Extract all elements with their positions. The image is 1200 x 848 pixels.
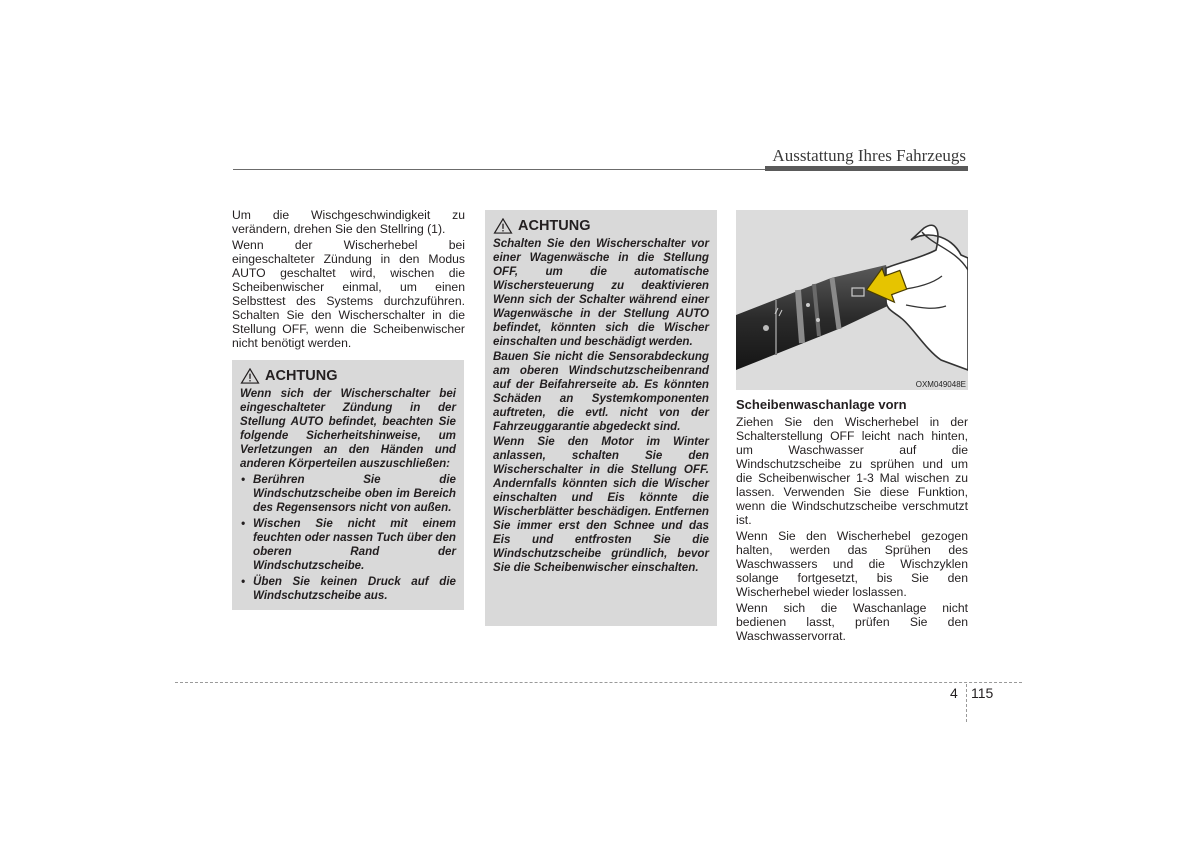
- warning-box-car-wash: [485, 210, 717, 626]
- paragraph: Wenn Sie den Wischerhebel gezogen halten, werden das Sprühen des Waschwassers und die Wischzyklen solange fortgesetzt, bis Sie den Wischerhebel wieder loslassen.: [736, 529, 968, 599]
- warning-heading-label: ACHTUNG: [265, 368, 338, 384]
- hand-pressing-lever-icon: [736, 210, 968, 390]
- warning-triangle-icon: [240, 368, 260, 384]
- warning-heading-label: ACHTUNG: [518, 218, 591, 234]
- header-bar: [765, 166, 968, 171]
- page-number: 115: [971, 685, 994, 701]
- column-left: [232, 208, 465, 352]
- section-title: Scheibenwaschanlage vorn: [736, 397, 907, 412]
- page-header-title: Ausstattung Ihres Fahrzeugs: [772, 146, 966, 165]
- footer-divider: [966, 684, 967, 722]
- paragraph: Um die Wischgeschwindigkeit zu verändern, drehen Sie den Stellring (1).: [232, 208, 465, 236]
- paragraph: Ziehen Sie den Wischerhebel in der Schalterstellung OFF leicht nach hinten, um Waschwasser auf die Windschutzscheibe zu sprühen und um die Scheibenwischer 1-3 Mal wischen zu lassen. Verwenden Sie diese Funktion, wenn die Windschutzscheibe verschmutzt ist.: [736, 415, 968, 527]
- warning-paragraph: Schalten Sie den Wischerschalter vor einer Wagenwäsche in die Stellung OFF, um die automatische Wischersteuerung zu deaktivieren Wenn sich der Schalter während einer Wagenwäsche in der Stellung AUTO befindet, könnten sich die Wischer einschalten und beschädigt werden.: [493, 237, 709, 348]
- footer-rule: [175, 682, 1022, 683]
- column-right: [736, 398, 968, 645]
- paragraph: Wenn der Wischerhebel bei eingeschalteter Zündung in den Modus AUTO geschaltet wird, wischen die Scheibenwischer einmal, um einen Selbsttest des Systems durchzuführen. Schalten Sie den Wischerschalter in die Stellung OFF, wenn die Scheibenwischer nicht benötigt werden.: [232, 238, 465, 350]
- paragraph: Wenn sich die Waschanlage nicht bedienen lasst, prüfen Sie den Waschwasservorrat.: [736, 601, 968, 643]
- warning-box-auto-mode: [232, 360, 464, 610]
- figure-code: OXM049048E: [915, 380, 966, 389]
- warning-heading: [240, 368, 456, 384]
- warning-heading: [493, 218, 709, 234]
- warning-bullet-list: [240, 473, 456, 603]
- header-rule: [233, 169, 765, 170]
- warning-triangle-icon: [493, 218, 513, 234]
- warning-paragraph: Wenn Sie den Motor im Winter anlassen, schalten Sie den Wischerschalter in die Stellung OFF. Andernfalls könnten sich die Wischer einschalten und Eis könnte die Wischerblätter beschädigen. Entfernen Sie immer erst den Schnee und das Eis und entfrosten Sie die Windschutzscheibe gründlich, bevor Sie die Scheibenwischer einschalten.: [493, 435, 709, 574]
- list-item: • Berühren Sie die Windschutzscheibe oben im Bereich des Regensensors nicht von außen.: [240, 473, 456, 515]
- list-item: • Wischen Sie nicht mit einem feuchten oder nassen Tuch über den oberen Rand der Windschutzscheibe.: [240, 517, 456, 573]
- wiper-lever-illustration: [736, 210, 968, 390]
- chapter-number: 4: [950, 685, 958, 701]
- warning-paragraph: Bauen Sie nicht die Sensorabdeckung am oberen Windschutzscheibenrand auf der Beifahrerseite ab. Es könnten Schäden an Systemkomponenten auftreten, die evtl. nicht von der Fahrzeuggarantie abgedeckt sind.: [493, 350, 709, 433]
- list-item: • Üben Sie keinen Druck auf die Windschutzscheibe aus.: [240, 575, 456, 603]
- warning-intro: Wenn sich der Wischerschalter bei eingeschalteter Zündung in der Stellung AUTO befindet, beachten Sie folgende Sicherheitshinweise, um Verletzungen an den Händen und anderen Körperteilen auszuschließen:: [240, 387, 456, 470]
